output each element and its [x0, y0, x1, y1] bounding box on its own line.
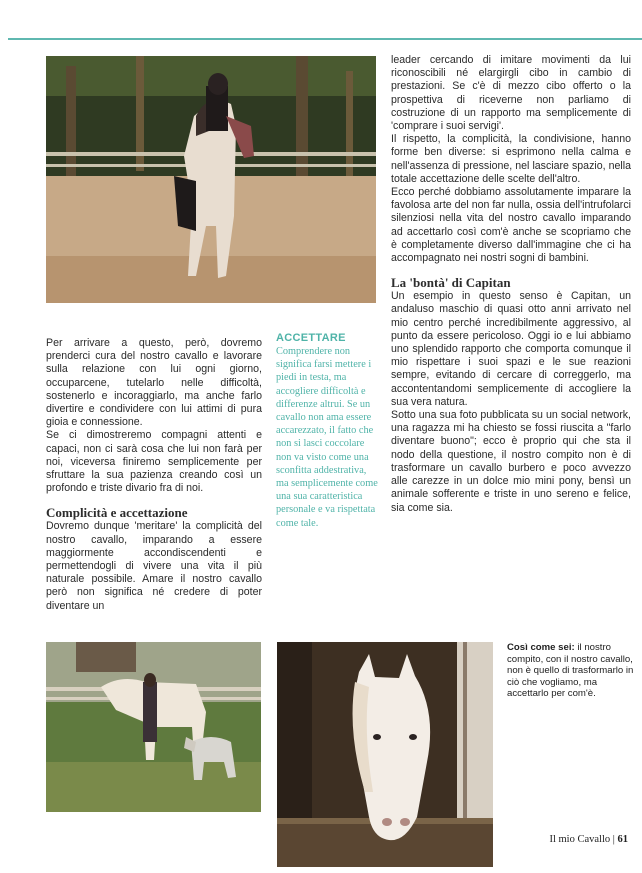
magazine-name: Il mio Cavallo	[549, 834, 611, 845]
sidebar-text: Comprendere non significa farsi mettere i piedi in testa, ma accogliere difficoltà e differenze altrui. Se un cavallo non ama essere accarezzato, il fatto che non si lasci coccolare non va visto come una sconfitta addestrativa, ma semplicemente come una sua caratteristica personale e va rispettata come tale.	[276, 346, 378, 529]
right-para-4: Un esempio in questo senso è Capitan, un andaluso maschio di quasi otto anni arrivato nel mio centro perché incredibilmente aggressivo, al punto da essere pericoloso. Oggi io e lui abbiamo uno splendido rapporto che comporta comunque il mio rispettare i suoi spazi e le sue reazioni sempre, evitando di cercare di correggerlo, ma accontentandomi semplicemente di accogliere la sua vera natura.	[391, 290, 631, 408]
caption-lead: Così come sei:	[507, 642, 575, 653]
right-heading: La 'bontà' di Capitan	[391, 275, 511, 291]
left-para-1: Per arrivare a questo, però, dovremo prenderci cura del nostro cavallo e lavorare sulla relazione con lui ogni giorno, occuparcene, tutelarlo nelle difficoltà, sostenerlo e incoraggiarlo, ma anche farlo divertire e condividere con lui attimi di pura gioia e connessione.	[46, 337, 262, 429]
right-para-3: Ecco perché dobbiamo assolutamente imparare la favolosa arte del non far nulla, ossia dell'intrufolarci silenziosi nella vita del nostro cavallo imparando ad accettarlo così com'è anche se scopriamo che è completamente diverso dall'immagine che ci ha accompagnato nei nostri sogni di bambini.	[391, 186, 631, 265]
photo-caption	[507, 642, 635, 700]
caption-text: il nostro compito, con il nostro cavallo, non è quello di trasformarlo in ciò che vogliamo, ma accettarlo per com'è.	[507, 642, 634, 700]
right-para-5: Sotto una sua foto pubblicata su un social network, una ragazza mi ha chiesto se fossi riuscita a "farlo diventare buono"; ecco è proprio qui che sta il nodo della questione, il nostro compito non è di trasformare un cavallo burbero e poco avvezzo alle carezze in un dolce mio mini pony, bensì un animale sofferente e triste in uno sereno e felice, sia come sia.	[391, 409, 631, 514]
sidebar-title: ACCETTARE	[276, 332, 346, 344]
photo-horse-and-pony	[46, 642, 261, 812]
sidebar-box	[276, 332, 378, 530]
left-heading: Complicità e accettazione	[46, 505, 188, 521]
page-footer	[549, 834, 628, 845]
photo-horse-in-stable	[277, 642, 493, 867]
left-column	[46, 337, 262, 613]
left-para-2: Se ci dimostreremo compagni attenti e capaci, non ci sarà cosa che lui non farà per noi, viceversa finiremo semplicemente per sfruttare la sua pazienza creando così un profondo e triste divario fra di noi.	[46, 429, 262, 495]
right-para-1: leader cercando di imitare movimenti da lui riconoscibili né elargirgli cibo in cambio di prestazioni. Se c'è di mezzo cibo offerto o la prospettiva di riceverne non parliamo di costruzione di un rapporto ma semplicemente di 'comprare i suoi servigi'.	[391, 54, 631, 133]
left-para-3: Dovremo dunque 'meritare' la complicità del nostro cavallo, imparando a essere maggiormente accondiscendenti e permettendogli di vivere una vita il più naturale possibile. Amare il nostro cavallo però non significa né credere di poter diventare un	[46, 520, 262, 612]
page-number: 61	[617, 834, 628, 845]
header-rule	[8, 38, 642, 40]
photo-rider-on-horse	[46, 56, 376, 303]
right-column	[391, 54, 631, 515]
footer-separator: |	[610, 834, 618, 845]
right-para-2: Il rispetto, la complicità, la condivisione, hanno forme ben diverse: si esprimono nella calma e nell'assenza di pressione, nel lasciare spazio, nella totale accettazione delle scelte dell'altro.	[391, 133, 631, 185]
